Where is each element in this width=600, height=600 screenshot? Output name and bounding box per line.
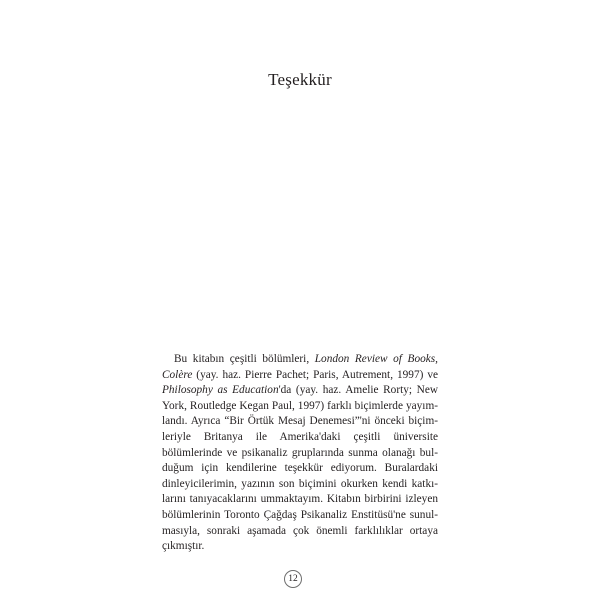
line-text: larını tanıyacaklarını ummaktayım. Kitabın birbirini izleyen bbox=[162, 493, 438, 506]
line-text: bölümlerinin Toronto Çağdaş Psikanaliz Enstitüsü'ne sunul- bbox=[162, 508, 438, 521]
paragraph-line bbox=[162, 539, 438, 555]
line-text: York, Routledge Kegan Paul, 1997) farklı biçimlerde yayım- bbox=[162, 399, 438, 412]
paragraph-line bbox=[162, 508, 438, 524]
line-text: bölümlerinde ve psikanaliz gruplarında sunma olanağı bul- bbox=[162, 446, 438, 459]
line-text: çıkmıştır. bbox=[162, 540, 205, 553]
line-text: duğum için kendilerine teşekkür ediyorum. Buralardaki bbox=[162, 462, 438, 475]
line-text: 'da (yay. haz. Amelie Rorty; New bbox=[278, 384, 438, 397]
italic-title-text: Colère bbox=[162, 368, 193, 381]
line-text: dinleyicilerimin, yazının son biçimini okurken kendi katkı- bbox=[162, 477, 438, 490]
paragraph-line bbox=[162, 368, 438, 384]
line-text: Bu kitabın çeşitli bölümleri, bbox=[174, 353, 315, 365]
line-text: (yay. haz. Pierre Pachet; Paris, Autrement, 1997) ve bbox=[192, 368, 438, 381]
page-title: Teşekkür bbox=[268, 70, 332, 89]
line-text: landı. Ayrıca “Bir Örtük Mesaj Denemesi”'ni önceki biçim- bbox=[162, 415, 438, 428]
acknowledgement-paragraph bbox=[162, 352, 438, 555]
paragraph-line bbox=[162, 383, 438, 399]
paragraph-line bbox=[162, 477, 438, 493]
paragraph-line bbox=[162, 461, 438, 477]
paragraph-line bbox=[162, 430, 438, 446]
italic-title-text: London Review of Books, bbox=[314, 353, 438, 365]
paragraph-line bbox=[162, 492, 438, 508]
line-text: leriyle Britanya ile Amerika'daki çeşitli üniversite bbox=[162, 430, 438, 443]
italic-title-text: Philosophy as Education bbox=[162, 384, 279, 397]
page-number: 12 bbox=[284, 570, 302, 588]
line-text: masıyla, sonraki aşamada çok önemli farklılıklar ortaya bbox=[162, 524, 438, 537]
paragraph-line bbox=[162, 524, 438, 540]
paragraph-line bbox=[162, 352, 438, 368]
paragraph-line bbox=[162, 446, 438, 462]
paragraph-line bbox=[162, 414, 438, 430]
paragraph-line bbox=[162, 399, 438, 415]
